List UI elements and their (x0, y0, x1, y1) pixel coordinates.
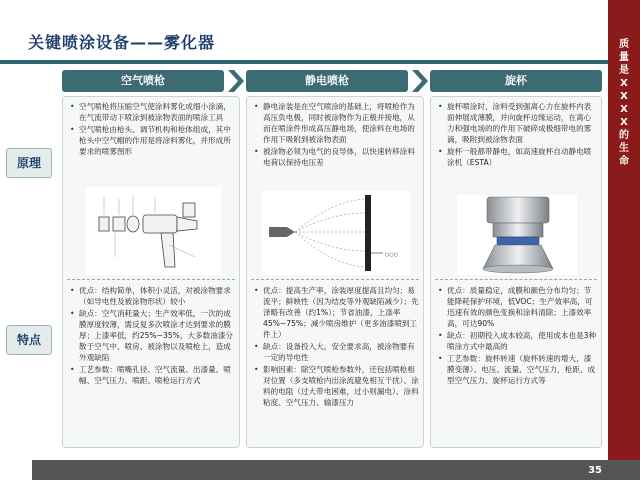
rotary-bell-principle (437, 101, 597, 169)
panel-air-gun (62, 96, 240, 448)
list-item: • 空气喷枪将压缩空气使涂料雾化成细小涂滴，在气流带动下喷涂到被涂物表面的喷涂工具 (69, 101, 235, 123)
chevron-right-icon (228, 70, 244, 92)
section-divider (251, 279, 419, 280)
column-header-air-gun: 空气喷枪 (62, 70, 224, 92)
section-divider (67, 279, 235, 280)
section-divider (435, 279, 597, 280)
column-header-rotary-bell: 旋杯 (430, 70, 602, 92)
list-item: • 缺点：空气消耗量大；生产效率低，一次的成膜厚度较薄，需反复多次喷涂才达到要求的膜厚；上漆率低，约25%~35%，大多数油漆分散于空气中、喷房、被涂物以及喷枪上，造成外观缺陷 (69, 308, 235, 363)
title-bar (0, 0, 608, 64)
list-item: • 优点：结构简单，体积小灵活，对被涂物要求（如导电性及被涂物形状）较小 (69, 285, 235, 307)
list-item: • 影响因素：除空气喷枪参数外，还包括喷枪相对位置（多支喷枪内出涂流避免相互干扰）、涂料的电阻（过大带电困难，过小则漏电）、涂料粘度、空气压力、输漆压力 (253, 364, 419, 408)
air-gun-diagram (85, 187, 221, 275)
page-title: 关键喷涂设备——雾化器 (28, 33, 216, 52)
svg-text:○○○: ○○○ (385, 252, 399, 258)
rotary-bell-image (457, 195, 577, 275)
side-slogan: 质 量 是 X X X X 的 生 命 (619, 39, 629, 167)
row-label-features: 特点 (6, 325, 52, 355)
rotary-bell-features (437, 285, 597, 387)
list-item: • 静电涂装是在空气喷涂的基础上，将喷枪作为高压负电极，同时被涂物作为正极并接地，从而在喷涂件形成高压静电场，使涂料在电场的作用下吸附到被涂物表面 (253, 101, 419, 145)
page-number: 35 (588, 465, 602, 476)
electrostatic-field-diagram (261, 191, 411, 275)
air-gun-principle (69, 101, 235, 158)
list-item: • 工艺参数：喷嘴孔径、空气流量、出漆量、喷幅、空气压力、喷距、喷枪运行方式 (69, 364, 235, 386)
row-label-principle: 原理 (6, 148, 52, 178)
column-header-electrostatic-gun: 静电喷枪 (246, 70, 408, 92)
list-item: • 空气喷枪由枪头、调节机构和枪体组成，其中枪头中空气帽的作用是将涂料雾化，并形成所要求的喷雾图形 (69, 124, 235, 157)
list-item: • 缺点：设备投入大，安全要求高，被涂物要有一定的导电性 (253, 341, 419, 363)
list-item: • 被涂物必须为电气的良导体，以快速转移涂料电荷以保持电压差 (253, 146, 419, 168)
electrostatic-principle (253, 101, 419, 169)
panel-electrostatic-gun (246, 96, 424, 448)
electrostatic-features (253, 285, 419, 409)
panel-rotary-bell (430, 96, 602, 448)
air-gun-features (69, 285, 235, 387)
list-item: • 工艺参数：旋杯转速（旋杯转速的增大，漆膜变薄）、电压、流量、空气压力，枪距、成型空气压力、旋杯运行方式等 (437, 353, 597, 386)
chevron-right-icon (412, 70, 428, 92)
title-underline (0, 60, 608, 64)
footer-bar (32, 460, 640, 480)
list-item: • 缺点：初期投入成本较高，使用成本也是3种喷涂方式中最高的 (437, 330, 597, 352)
list-item: • 旋杯一般都带静电，如高速旋杯自动静电喷涂机（ESTA） (437, 146, 597, 168)
list-item: • 优点：质量稳定，成膜和颜色分布均匀；节能降耗保护环境，低VOC；生产效率高，可迅速有效的颜色变换和涂料清除；上漆效率高，可达90% (437, 285, 597, 329)
list-item: • 旋杯喷涂时，涂料受到强离心力在旋杯内表面伸展成薄膜，并向旋杯边缘运动，在离心力和强电场的的作用下破碎成极细带电的雾滴，吸附到被涂物表面 (437, 101, 597, 145)
side-strip (608, 0, 640, 480)
list-item: • 优点：提高生产率，涂装厚度提高且均匀；易流平；鲜映性（因为结皮等外观缺陷减少）；先泽略有改善（约1%）；节省油漆，上涤率45%~75%；减少喷房维护（更多油漆喷到工件上） (253, 285, 419, 340)
